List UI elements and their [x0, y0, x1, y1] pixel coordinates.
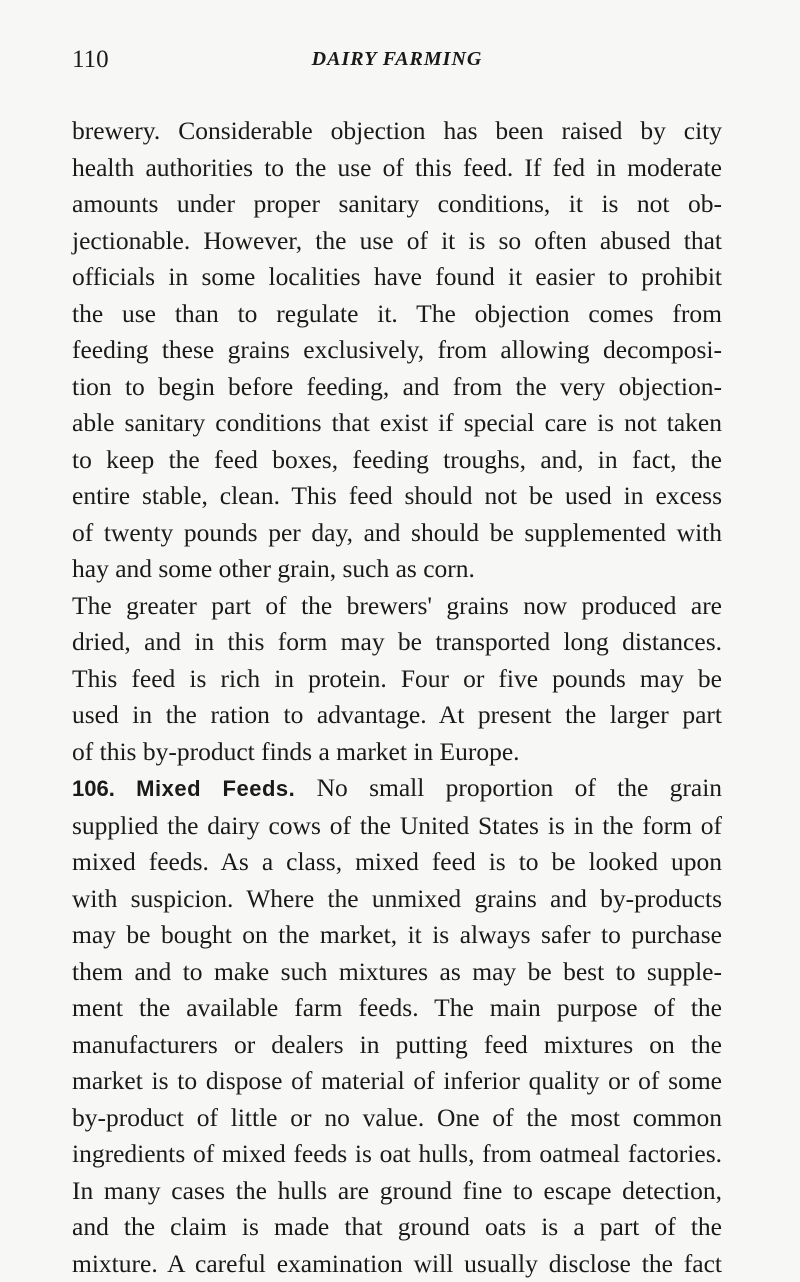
text-line: ingredients of mixed feeds is oat hulls, from oatmeal factories. — [72, 1136, 722, 1173]
text-line: of this by-product finds a market in Europe. — [72, 734, 722, 771]
text-line: supplied the dairy cows of the United States is in the form of — [72, 808, 722, 845]
text-line: In many cases the hulls are ground fine to escape detection, — [72, 1173, 722, 1210]
text-line: hay and some other grain, such as corn. — [72, 551, 722, 588]
text-line: The greater part of the brewers' grains now produced are — [72, 588, 722, 625]
text-line: market is to dispose of material of inferior quality or of some — [72, 1063, 722, 1100]
text-line: This feed is rich in protein. Four or five pounds may be — [72, 661, 722, 698]
text-line: entire stable, clean. This feed should not be used in excess — [72, 478, 722, 515]
section-mixed-feeds — [72, 770, 722, 1282]
text-line: No small proportion of the grain — [317, 773, 722, 802]
text-line: ment the available farm feeds. The main purpose of the — [72, 990, 722, 1027]
text-line: amounts under proper sanitary conditions, it is not ob- — [72, 186, 722, 223]
book-page — [72, 30, 722, 1282]
text-line: mixture. A careful examination will usually disclose the fact — [72, 1246, 722, 1282]
section-title: Mixed Feeds. — [136, 776, 295, 801]
text-line: dried, and in this form may be transported long distances. — [72, 624, 722, 661]
text-line: brewery. Considerable objection has been raised by city — [72, 113, 722, 150]
text-line: jectionable. However, the use of it is so often abused that — [72, 223, 722, 260]
text-line: health authorities to the use of this feed. If fed in moderate — [72, 150, 722, 187]
text-line: the use than to regulate it. The objection comes from — [72, 296, 722, 333]
text-line: to keep the feed boxes, feeding troughs, and, in fact, the — [72, 442, 722, 479]
text-line: used in the ration to advantage. At present the larger part — [72, 697, 722, 734]
paragraph-dried-grains — [72, 588, 722, 771]
text-line: of twenty pounds per day, and should be supplemented with — [72, 515, 722, 552]
running-head: DAIRY FARMING — [72, 48, 722, 71]
text-line: able sanitary conditions that exist if special care is not taken — [72, 405, 722, 442]
text-line: may be bought on the market, it is always safer to purchase — [72, 917, 722, 954]
text-line: manufacturers or dealers in putting feed mixtures on the — [72, 1027, 722, 1064]
text-line: mixed feeds. As a class, mixed feed is to be looked upon — [72, 844, 722, 881]
section-number: 106. — [72, 776, 115, 801]
text-line: by-product of little or no value. One of the most common — [72, 1100, 722, 1137]
text-line: officials in some localities have found it easier to prohibit — [72, 259, 722, 296]
text-line: with suspicion. Where the unmixed grains and by-products — [72, 881, 722, 918]
text-line: tion to begin before feeding, and from the very objection- — [72, 369, 722, 406]
text-line: them and to make such mixtures as may be best to supple- — [72, 954, 722, 991]
section-heading-line — [72, 770, 722, 808]
body-text — [72, 113, 722, 1282]
text-line: feeding these grains exclusively, from allowing decomposi- — [72, 332, 722, 369]
page-number: 110 — [72, 46, 109, 74]
paragraph-brewers-grains — [72, 113, 722, 588]
text-line: and the claim is made that ground oats is a part of the — [72, 1209, 722, 1246]
page-header — [72, 30, 722, 74]
